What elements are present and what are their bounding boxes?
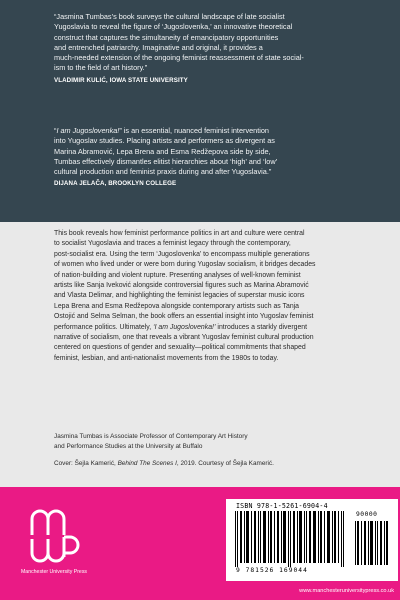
- isbn-barcode: [226, 499, 398, 581]
- description-text: introduces a starkly divergent: [215, 323, 308, 331]
- mup-logo-icon: [26, 507, 82, 567]
- endorsement-author-2: DIJANA JELAČA, BROOKLYN COLLEGE: [54, 180, 177, 188]
- publisher-name: Manchester University Press: [20, 569, 88, 575]
- endorsement-2-line: Tumbas effectively dismantles elitist hierarchies about ‘high’ and ‘low’: [54, 156, 278, 166]
- description-line: This book reveals how feminist performance politics in art and culture were central: [54, 230, 305, 237]
- author-bio: [54, 432, 374, 451]
- barcode-bars-icon: [235, 511, 347, 567]
- endorsement-1-line: Yugoslavia to reveal the figure of ‘Jugoslovenka,’ an innovative theoretical: [54, 22, 293, 32]
- endorsement-2-book-title: I am Jugoslovenka!: [56, 126, 120, 135]
- endorsement-text-2: [54, 126, 372, 177]
- endorsement-quote-1: [54, 12, 372, 84]
- cover-credit: [54, 459, 374, 469]
- description-line: narrative of socialism, one that reveals a vibrant Yugoslav feminist cultural production: [54, 334, 314, 342]
- cover-credit-suffix: , 2019. Courtesy of Šejla Kamerić.: [176, 460, 274, 467]
- isbn-text: ISBN 978-1-5261-6904-4: [236, 502, 328, 510]
- endorsement-1-line: construct that captures the simultaneity of emancipatory opportunities: [54, 32, 279, 42]
- description-line: of women who lived under or were born during Yugoslav socialism, it bridges decades: [54, 261, 316, 269]
- description-line: post-socialist era. Using the term ‘Jugoslovenka’ to encompass multiple generations: [54, 250, 310, 258]
- description-text: performance politics. Ultimately,: [54, 323, 154, 331]
- publisher-band: [0, 487, 400, 600]
- endorsement-1-line: much-needed extension of the ongoing feminist reassessment of state social-: [54, 53, 304, 63]
- endorsement-author-1: VLADIMIR KULIĆ, IOWA STATE UNIVERSITY: [54, 76, 188, 84]
- endorsement-2-lead-line: [54, 126, 372, 136]
- book-description: [54, 229, 374, 364]
- endorsement-2-open-quote: “: [54, 126, 57, 135]
- author-bio-line: and Performance Studies at the University at Buffalo: [54, 442, 203, 450]
- addon-barcode-icon: [355, 521, 389, 565]
- author-bio-line: Jasmina Tumbas is Associate Professor of Contemporary Art History: [54, 433, 248, 440]
- description-line: Ostojić and Selma Selman, the book offers an essential insight into Yugoslav feminist: [54, 313, 314, 321]
- endorsement-2-line: cultural production and feminist praxis during and after Yugoslavia.”: [54, 167, 272, 177]
- endorsement-1-line: and entrenched patriarchy. Imaginative and original, it provides a: [54, 42, 263, 52]
- description-line: of nation-building and violent rupture. Presenting analyses of well-known feminist: [54, 271, 301, 279]
- description-book-title: ‘I am Jugoslovenka!’: [153, 323, 216, 331]
- barcode-digits: 9 781526 169044: [236, 567, 308, 574]
- publisher-website[interactable]: www.manchesteruniversitypress.co.uk: [299, 588, 394, 594]
- barcode-addon-digits: 90000: [356, 511, 378, 518]
- endorsement-1-line: “Jasmina Tumbas’s book surveys the cultural landscape of late socialist: [54, 12, 285, 21]
- description-line: artists like Sanja Iveković alongside controversial figures such as Marina Abramović: [54, 282, 309, 290]
- endorsement-2-line: into Yugoslav studies. Placing artists and performers as divergent as: [54, 136, 275, 146]
- description-line: feminist, lesbian, and anti-nationalist movements from the 1980s to today.: [54, 354, 279, 362]
- cover-credit-prefix: Cover: Šejla Kamerić,: [54, 460, 118, 467]
- endorsement-quote-2: [54, 126, 372, 187]
- endorsement-2-lead-rest: ” is an essential, nuanced feminist intervention: [119, 126, 269, 135]
- endorsement-2-line: Marina Abramović, Lepa Brena and Esma Redžepova side by side,: [54, 146, 271, 156]
- cover-artwork-title: Behind The Scenes I: [117, 460, 177, 467]
- description-line: and Vlasta Delimar, and highlighting the feminist legacies of superstar music icons: [54, 292, 305, 300]
- description-line: Lepa Brena and Esma Redžepova alongside contemporary artists such as Tanja: [54, 302, 300, 310]
- description-line: centered on questions of gender and sexuality—political commitments that shaped: [54, 344, 306, 352]
- description-line: to socialist Yugoslavia and traces a feminist legacy through the contemporary,: [54, 240, 291, 248]
- endorsement-1-line: ism to the field of art history.”: [54, 63, 148, 73]
- endorsement-panel: [0, 0, 400, 222]
- description-line-with-title: [54, 323, 374, 333]
- publisher-logo: [18, 507, 90, 583]
- endorsement-text-1: [54, 12, 372, 74]
